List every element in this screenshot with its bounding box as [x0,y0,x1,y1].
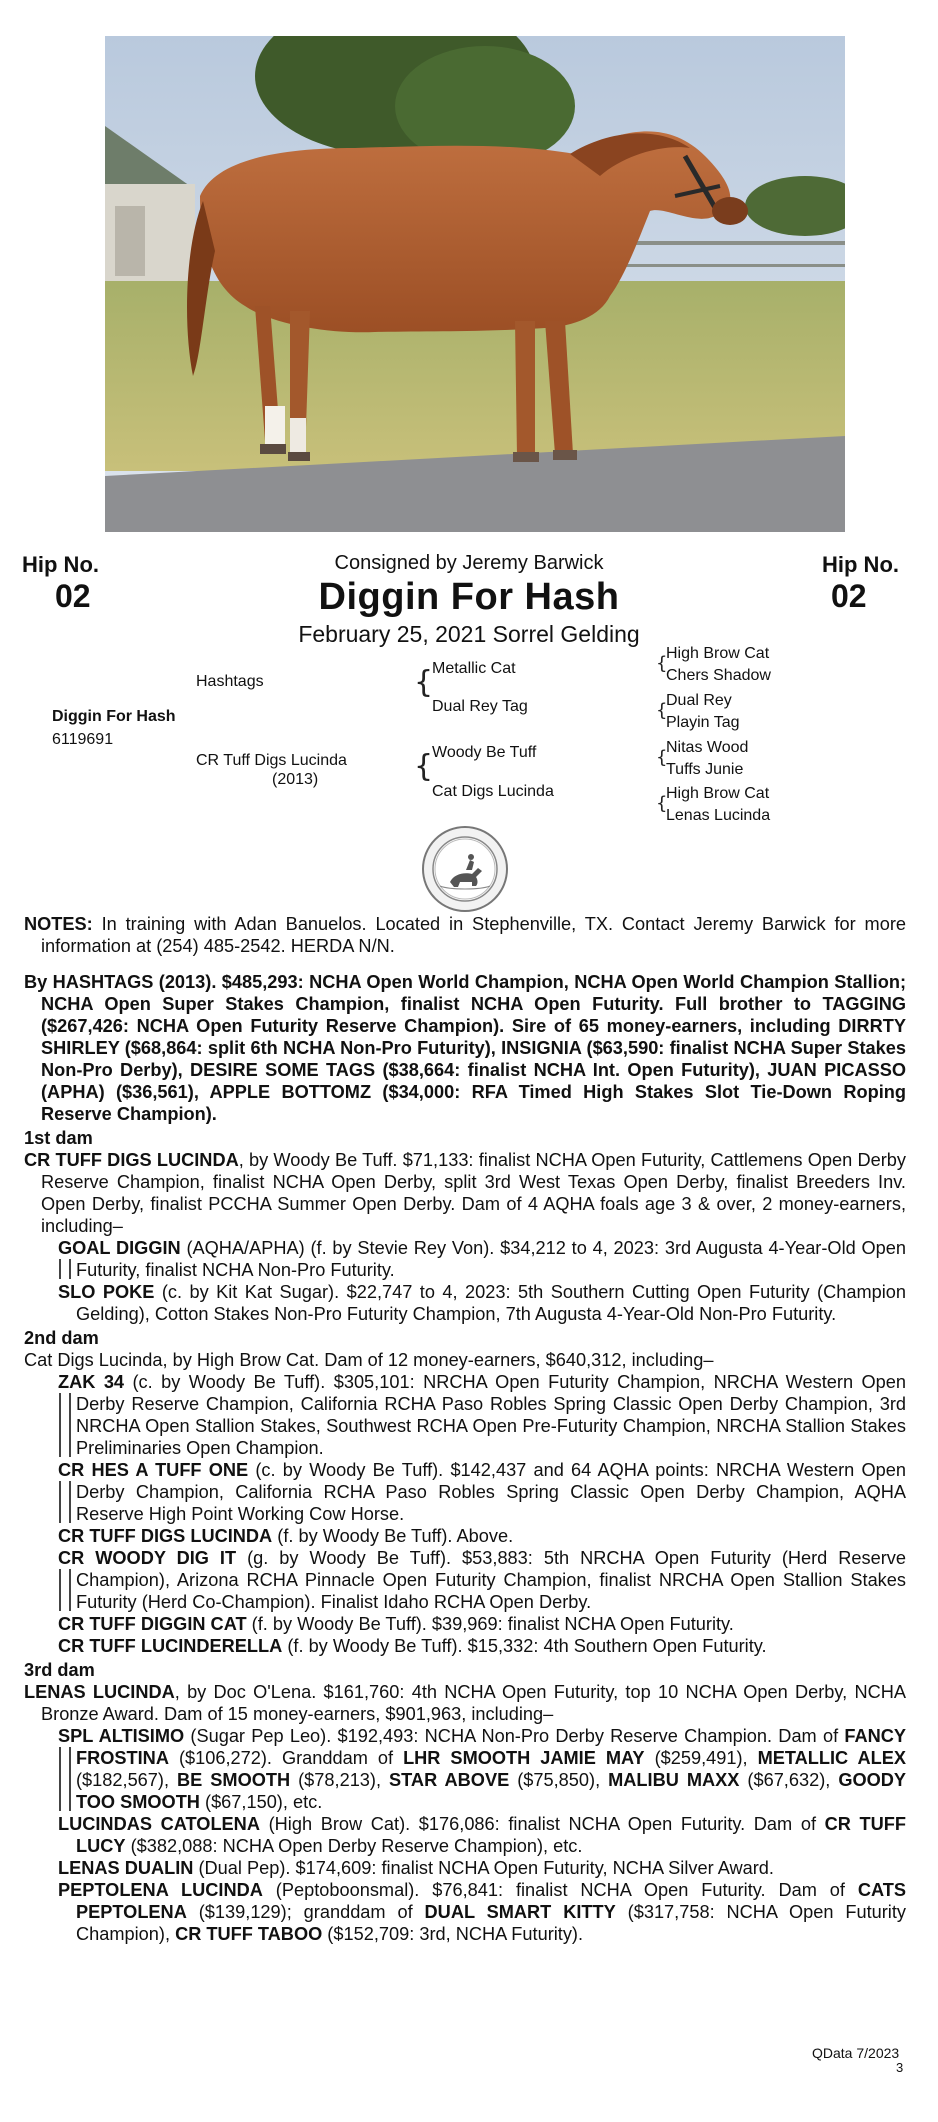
descendant-name: CR TUFF LUCY [76,1814,907,1856]
produce-text: (Peptoboonsmal). $76,841: finalist NCHA Open Futurity. Dam of [262,1880,858,1900]
notes-text: In training with Adan Banuelos. Located in Stephenville, TX. Contact Jeremy Barwick for more information at (254) 485-2542. HERDA N/N. [41,914,906,956]
pedigree-g3: Dual Rey [666,692,732,709]
produce-text: (c. by Woody Be Tuff). $305,101: NRCHA Open Futurity Champion, NRCHA Western Open Derby Reserve Champion, California RCHA Paso Robles Spring Classic Open Derby Champion, 3rd NRCHA Open Stallion Stakes, Southwest RCHA Open Pre-Futurity Champion, NRCHA Stallion Stakes Preliminaries Open Champion. [76,1372,906,1458]
produce-text: ($152,709: 3rd, NCHA Futurity). [322,1924,584,1944]
produce-entry [24,1857,906,1879]
pedigree-dam-sire: Woody Be Tuff [432,744,537,761]
produce-name: ZAK 34 [58,1372,125,1392]
pedigree-sire-sire: Metallic Cat [432,660,516,677]
second-dam-heading: 2nd dam [24,1328,99,1348]
produce-text: (f. by Woody Be Tuff). Above. [272,1526,514,1546]
produce-name: PEPTOLENA LUCINDA [58,1880,263,1900]
second-dam-paragraph: Cat Digs Lucinda, by High Brow Cat. Dam of 12 money-earners, $640,312, including– [24,1350,714,1370]
produce-text: ($139,129); granddam of [186,1902,425,1922]
descendant-name: CR TUFF TABOO [175,1924,323,1944]
pedigree-g5: Nitas Wood [666,739,749,756]
produce-entry [24,1547,906,1613]
descendant-name: CATS PEPTOLENA [76,1880,906,1922]
first-dam-paragraph [24,1149,906,1237]
pedigree-brace: { [414,749,434,784]
foaled-info: February 25, 2021 Sorrel Gelding [298,621,640,647]
qdata-note: QData 7/2023 [812,2045,900,2061]
produce-name: SLO POKE [58,1282,155,1302]
produce-text: ($106,272). Granddam of [168,1748,404,1768]
produce-text: ($67,632), [739,1770,839,1790]
produce-text: (AQHA/APHA) (f. by Stevie Rey Von). $34,212 to 4, 2023: 3rd Augusta 4-Year-Old Open Futurity, finalist NCHA Non-Pro Futurity. [76,1238,907,1280]
produce-name: GOAL DIGGIN [58,1238,181,1258]
produce-text: ($182,567), [76,1770,178,1790]
first-dam-heading: 1st dam [24,1128,93,1148]
produce-entry [24,1525,906,1547]
produce-name: CR TUFF LUCINDERELLA [58,1636,283,1656]
horse-photo-illustration [105,36,845,532]
horse-photo [105,36,845,532]
hip-number-left: 02 [55,578,91,614]
produce-entry [24,1635,906,1657]
pedigree-sire: Hashtags [196,673,264,690]
produce-text: ($78,213), [290,1770,390,1790]
produce-marker [59,1393,71,1457]
produce-name: CR TUFF DIGS LUCINDA [58,1526,273,1546]
produce-entry [24,1459,906,1525]
horse-name: Diggin For Hash [318,576,620,618]
produce-text: ($259,491), [644,1748,758,1768]
pedigree-brace: { [656,700,668,721]
pedigree-brace: { [656,747,668,768]
descendant-name: DUAL SMART KITTY [424,1902,616,1922]
third-dam-text: , by Doc O'Lena. $161,760: 4th NCHA Open Futurity, top 10 NCHA Open Derby, NCHA Bronze Award. Dam of 15 money-earners, $901,963, including– [41,1682,907,1724]
consigned-by: Consigned by Jeremy Barwick [334,552,604,574]
hip-label-right: Hip No. [822,552,899,577]
produce-text: (g. by Woody Be Tuff). $53,883: 5th NRCHA Open Futurity (Herd Reserve Champion), Arizona RCHA Pinnacle Open Futurity Champion, finalist NRCHA Open Stallion Stakes Futurity (Herd Co-Champion). Finalist Idaho RCHA Open Derby. [76,1548,906,1612]
produce-name: CR HES A TUFF ONE [58,1460,249,1480]
pedigree-registration: 6119691 [52,731,114,748]
descendant-name: MALIBU MAXX [608,1770,740,1790]
produce-marker [59,1747,71,1811]
pedigree-g8: Lenas Lucinda [666,807,771,824]
produce-text: (Dual Pep). $174,609: finalist NCHA Open Futurity, NCHA Silver Award. [193,1858,774,1878]
produce-text: ($317,758: NCHA Open Futurity Champion), [76,1902,906,1944]
sire-paragraph: By HASHTAGS (2013). $485,293: NCHA Open World Champion, NCHA Open World Champion Stallion; NCHA Open Super Stakes Champion, finalist NCHA Open Futurity. Full brother to TAGGING ($267,426: NCHA Open Futurity Reserve Champion). Sire of 65 money-earners, including DIRRTY SHIRLEY ($68,864: split 6th NCHA Non-Pro Futurity), INSIGNIA ($63,590: finalist NCHA Super Stakes Non-Pro Derby), DESIRE SOME TAGS ($38,664: finalist NCHA Int. Open Futurity), JUAN PICASSO (APHA) ($36,561), APPLE BOTTOMZ ($34,000: RFA Timed High Stakes Slot Tie-Down Roping Reserve Champion). [24,972,906,1124]
produce-name: SPL ALTISIMO [58,1726,185,1746]
notes-paragraph [24,913,906,957]
pedigree-g4: Playin Tag [666,714,740,731]
catalog-body [24,913,906,1945]
produce-marker [59,1481,71,1523]
produce-marker [59,1569,71,1611]
produce-entry [24,1813,906,1857]
descendant-name: LHR SMOOTH JAMIE MAY [403,1748,645,1768]
pedigree-sire-dam: Dual Rey Tag [432,698,528,715]
pedigree-dam-dam: Cat Digs Lucinda [432,783,554,800]
hip-label-left: Hip No. [22,552,99,577]
produce-text: (f. by Woody Be Tuff). $15,332: 4th Southern Open Futurity. [282,1636,767,1656]
produce-entry [24,1281,906,1325]
produce-name: LENAS DUALIN [58,1858,194,1878]
produce-text: (High Brow Cat). $176,086: finalist NCHA Open Futurity. Dam of [259,1814,825,1834]
notes-label: NOTES: [24,914,93,934]
descendant-name: GOODY TOO SMOOTH [76,1770,907,1812]
produce-text: ($75,850), [509,1770,609,1790]
pedigree-g7: High Brow Cat [666,785,770,802]
pedigree-brace: { [656,653,668,674]
produce-name: CR TUFF DIGGIN CAT [58,1614,247,1634]
produce-entry [24,1371,906,1459]
page-number: 3 [896,2060,904,2075]
descendant-name: BE SMOOTH [177,1770,291,1790]
descendant-name: FANCY FROSTINA [76,1726,906,1768]
pedigree-brace: { [414,665,434,700]
descendant-name: STAR ABOVE [389,1770,510,1790]
pedigree-brace: { [656,793,668,814]
produce-text: (Sugar Pep Leo). $192,493: NCHA Non-Pro Derby Reserve Champion. Dam of [184,1726,845,1746]
produce-name: CR WOODY DIG IT [58,1548,237,1568]
third-dam-paragraph [24,1681,906,1725]
pedigree-g2: Chers Shadow [666,667,771,684]
hip-number-right: 02 [831,578,867,614]
first-dam-name: CR TUFF DIGS LUCINDA [24,1150,239,1170]
pedigree-g1: High Brow Cat [666,645,770,662]
third-dam-name: LENAS LUCINDA [24,1682,175,1702]
first-dam-text: , by Woody Be Tuff. $71,133: finalist NCHA Open Futurity, Cattlemens Open Derby Reserve Champion, finalist NCHA Open Derby, split 3rd West Texas Open Derby, finalist Breeders Inv. Open Derby, finalist PCCHA Summer Open Derby. Dam of 4 AQHA foals age 3 & over, 2 money-earners, including– [41,1150,906,1236]
produce-text: (f. by Woody Be Tuff). $39,969: finalist NCHA Open Futurity. [246,1614,734,1634]
produce-marker [59,1259,71,1279]
produce-text: ($67,150), etc. [199,1792,323,1812]
pedigree-subject: Diggin For Hash [52,708,176,725]
pedigree-dam: CR Tuff Digs Lucinda [196,752,347,769]
pedigree-dam-year: (2013) [272,771,319,788]
descendant-name: METALLIC ALEX [757,1748,906,1768]
produce-text: ($382,088: NCHA Open Derby Reserve Champion), etc. [125,1836,583,1856]
produce-text: (c. by Kit Kat Sugar). $22,747 to 4, 2023: 5th Southern Cutting Open Futurity (Champion Gelding), Cotton Stakes Non-Pro Futurity Champion, 7th Augusta 4-Year-Old Non-Pro Futurity. [76,1282,906,1324]
produce-entry [24,1725,906,1813]
produce-entry [24,1613,906,1635]
produce-entry [24,1237,906,1281]
produce-entry [24,1879,906,1945]
pedigree-g6: Tuffs Junie [666,761,744,778]
produce-name: LUCINDAS CATOLENA [58,1814,260,1834]
ncha-logo-icon [420,824,510,914]
produce-text: (c. by Woody Be Tuff). $142,437 and 64 AQHA points: NRCHA Western Open Derby Champion, California RCHA Paso Robles Spring Classic Open Derby Champion, AQHA Reserve High Point Working Cow Horse. [76,1460,906,1524]
third-dam-heading: 3rd dam [24,1660,95,1680]
